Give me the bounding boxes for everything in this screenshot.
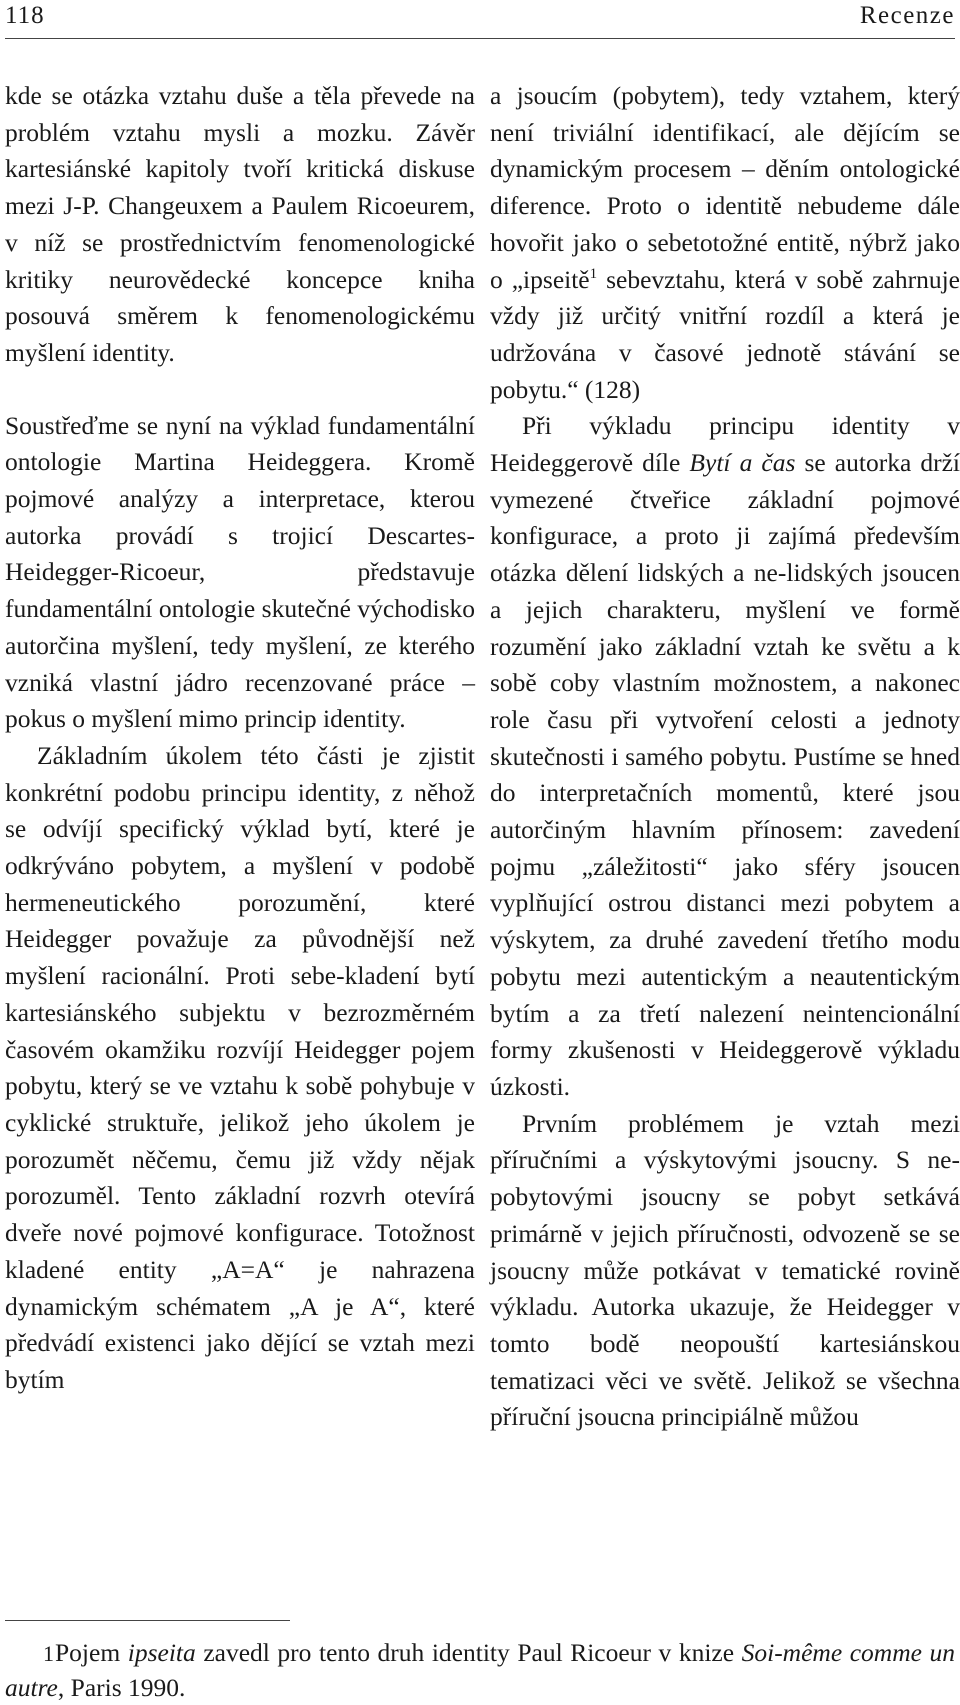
right-column (490, 78, 960, 1436)
footnote-text-b: zavedl pro tento druh identity Paul Ricoeur v knize (195, 1638, 742, 1667)
right-paragraph-2 (490, 408, 960, 1105)
footnote-text-c: , Paris 1990. (57, 1673, 186, 1702)
footnote (5, 1636, 955, 1705)
right-paragraph-1 (490, 78, 960, 408)
book-title: Bytí a čas (689, 448, 796, 478)
left-column (5, 78, 475, 1399)
left-paragraph-1: kde se otázka vztahu duše a těla převede na problém vztahu mysli a mozku. Závěr kartesiánské kapitoly tvoří kritická diskuse mezi J-P. Changeuxem a Paulem Ricoeurem, v níž se prostřednictvím fenomenologické kritiky neurovědecké koncepce kniha posouvá směrem k fenomenologickému myšlení identity. (5, 81, 475, 367)
footnote-reference: 1 (589, 265, 598, 282)
page-header (5, 0, 955, 39)
footnote-term: ipseita (127, 1638, 196, 1667)
left-paragraph-2: Soustřeďme se nyní na výklad fundamentální ontologie Martina Heideggera. Kromě pojmové analýzy a interpretace, kterou autorka provádí s trojicí Descartes-Heidegger-Ricoeur, představuje fundamentální ontologie skutečné východisko autorčina myšlení, tedy myšlení, ze kterého vzniká vlastní jádro recenzované práce – pokus o myšlení mimo princip identity. (5, 410, 475, 734)
right-p2-text-a: Při výkladu principu identity v Heideggerově díle (490, 411, 960, 478)
running-head: Recenze (859, 2, 955, 29)
right-p1-text-a: a jsoucím (pobytem), tedy vztahem, který není triviální identifikací, ale dějícím se dynamickým procesem – děním ontologické diference. Proto o identitě nebudeme dále hovořit jako o sebetotožné entitě, nýbrž jako o „ipseitě (490, 81, 960, 294)
right-paragraph-3: Prvním problémem je vztah mezi příručními a výskytovými jsoucny. S ne-pobytovými jsoucny se pobyt setkává primárně v jejich příručnosti, odvozeně se se jsoucny může potkávat v tematické rovině výkladu. Autorka ukazuje, že Heidegger v tomto bodě neopouští kartesiánskou tematizaci věci ve světě. Jelikož se všechna příruční jsoucna principiálně můžou (490, 1108, 960, 1432)
footnote-mark: 1 (43, 1641, 54, 1666)
footnote-rule (5, 1620, 290, 1621)
page-number: 118 (5, 2, 45, 29)
right-p1-text-b: sebevztahu, která v sobě zahrnuje vždy již určitý vnitřní rozdíl a která je udržována v časové jednotě stávání se pobytu.“ (128) (490, 264, 960, 404)
footnote-text-a: Pojem (55, 1638, 128, 1667)
right-p2-text-b: se autorka drží vymezené čtveřice základní pojmové konfigurace, a proto ji zajímá především otázka dělení lidských a ne-lidských jsoucen a jejich charakteru, myšlení ve formě rozumění jako základní vztah ke světu a k sobě coby vlastním možnostem, a nakonec role času při vytvoření celosti a jednoty skutečnosti i samého pobytu. Pustíme se hned do interpretačních momentů, které jsou autorčiným hlavním přínosem: zavedení pojmu „záležitosti“ jako sféry jsoucen vyplňující ostrou distanci mezi pobytem a výskytem, za druhé zavedení třetího modu pobytu mezi autentickým a neautentickým bytím a za třetí nalezení neintencionální formy zkušenosti v Heideggerově výkladu úzkosti. (490, 448, 960, 1101)
footnote-book-title: Soi-même comme un autre (5, 1638, 956, 1702)
left-paragraph-3: Základním úkolem této části je zjistit konkrétní podobu principu identity, z něhož se odvíjí specifický výklad bytí, které je odkrýváno pobytem, a myšlení v podobě hermeneutického porozumění, které Heidegger považuje za původnější než myšlení racionální. Proti sebe-kladení bytí kartesiánského subjektu v bezrozměrném časovém okamžiku rozvíjí Heidegger pojem pobytu, který se ve vztahu k sobě pohybuje v cyklické struktuře, jelikož jeho úkolem je porozumět něčemu, čemu již vždy nějak porozuměl. Tento základní rozvrh otevírá dveře nové pojmové konfigurace. Totožnost kladené entity „A=A“ je nahrazena dynamickým schématem „A je A“, které předvádí existenci jako dějící se vztah mezi bytím (5, 740, 475, 1394)
